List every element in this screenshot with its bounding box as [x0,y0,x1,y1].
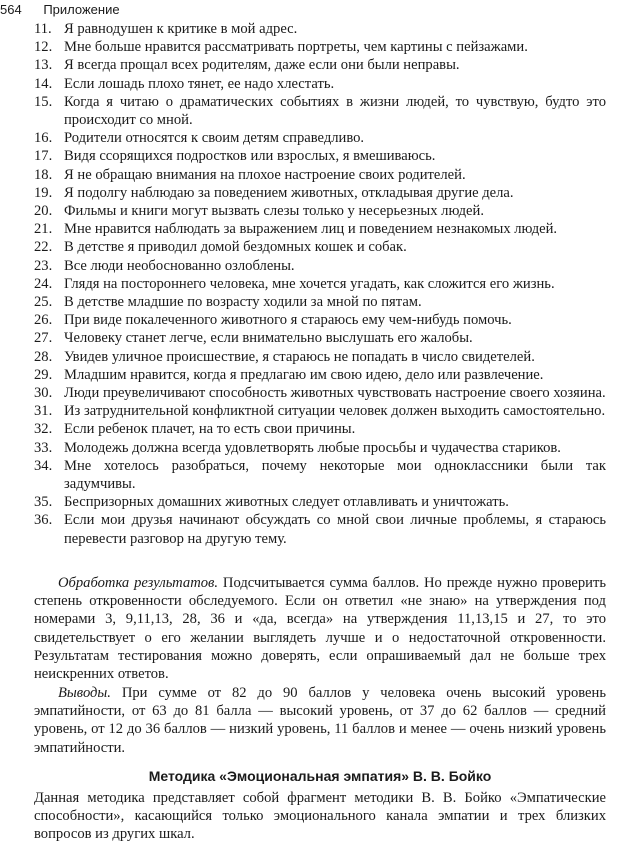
item-text: Мне больше нравится рассматривать портреты, чем картины с пейзажами. [64,39,528,56]
item-text: Родители относятся к своим детям справедливо. [64,130,365,147]
item-text: Я всегда прощал всех родителям, даже если они были неправы. [64,57,460,74]
item-number: 36. [34,512,53,529]
item-number: 32. [34,421,53,438]
item-number: 11. [34,21,52,37]
page-number: 564 [0,2,22,17]
item-number: 26. [34,312,53,329]
item-number: 20. [34,203,53,220]
section-heading: Методика «Эмоциональная эмпатия» В. В. Бойко [148,768,492,784]
list-item [34,493,606,511]
list-item [34,311,606,329]
item-number: 33. [34,439,53,456]
item-number: 24. [34,275,53,292]
conclusions-text: При сумме от 82 до 90 баллов у человека очень высокий уровень эмпатийности, от 63 до 81 балла — высокий уровень, от 37 до 62 баллов — средний уровень, от 12 до 36 баллов — низкий уровень, 11 баллов и менее — очень низкий уровень эмпатийности. [34,685,606,756]
list-item [34,75,606,93]
processing-paragraph [34,574,606,683]
list-item [34,202,606,220]
list-item [34,348,606,366]
questionnaire-items [34,20,606,548]
list-item [34,147,606,165]
list-item [34,56,606,74]
item-text: Фильмы и книги могут вызвать слезы только у несерьезных людей. [64,203,484,220]
item-number: 12. [34,39,53,56]
item-text: В детстве младшие по возрасту ходили за мной по пятам. [64,294,422,311]
item-number: 21. [34,221,53,238]
list-item [34,275,606,293]
item-text: Я подолгу наблюдаю за поведением животных, откладывая другие дела. [64,184,514,201]
item-text: Беспризорных домашних животных следует отлавливать и уничтожать. [64,494,509,511]
list-item [34,129,606,147]
item-text: Мне хотелось разобраться, почему некоторые мои одноклассники были так задумчивы. [64,457,606,493]
list-item [34,38,606,56]
item-text: Когда я читаю о драматических событиях в жизни людей, то чувствую, будто это происходит со мной. [64,93,606,129]
list-item [34,402,606,420]
item-number: 13. [34,57,53,74]
item-text: Младшим нравится, когда я предлагаю им свою идею, дело или развлечение. [64,366,544,383]
running-head [0,2,120,17]
list-item [34,511,606,547]
list-item [34,184,606,202]
list-item [34,439,606,457]
item-number: 22. [34,239,53,256]
item-text: Люди преувеличивают способность животных чувствовать настроение своего хозяина. [64,385,606,402]
item-text: Мне нравится наблюдать за выражением лиц и поведением незнакомых людей. [64,221,558,238]
item-text: Молодежь должна всегда удовлетворять любые просьбы и чудачества стариков. [64,439,561,456]
item-text: Видя ссорящихся подростков или взрослых, я вмешиваюсь. [64,148,436,165]
processing-lead: Обработка результатов. [58,575,219,591]
item-text: Если ребенок плачет, на то есть свои причины. [64,421,356,438]
item-text: Если лошадь плохо тянет, ее надо хлестать. [64,75,335,92]
item-text: Если мои друзья начинают обсуждать со мной свои личные проблемы, я стараюсь перевести разговор на другую тему. [64,512,606,547]
list-item [34,166,606,184]
item-number: 18. [34,166,53,183]
list-item [34,20,606,38]
item-number: 17. [34,148,53,165]
list-item [34,93,606,129]
item-number: 23. [34,257,53,274]
item-number: 28. [34,348,53,365]
list-item [34,366,606,384]
item-number: 34. [34,457,53,474]
list-item [34,220,606,238]
item-number: 16. [34,130,53,147]
item-text: При виде покалеченного животного я стараюсь ему чем-нибудь помочь. [64,312,512,329]
item-number: 35. [34,494,53,511]
item-text: Я не обращаю внимания на плохое настроение своих родителей. [64,166,466,183]
item-number: 14. [34,75,53,92]
list-item [34,384,606,402]
list-item [34,238,606,256]
processing-text: Подсчитывается сумма баллов. Но прежде нужно проверить степень откровенности обследуемого. Если он ответил «не знаю» на утверждения под номерами 3, 9,11,13, 28, 36 и «да, всегда» на утверждения 11,13,15 и 27, то это свидетельствует о его желании выглядеть лучше и о недостаточной откровенности. Результатам тестирования можно доверять, если опрашиваемый дал не больше трех неискренних ответов. [34,575,606,683]
conclusions-paragraph [34,684,606,757]
item-number: 27. [34,330,53,347]
list-item [34,257,606,275]
item-text: Из затруднительной конфликтной ситуации человек должен выходить самостоятельно. [64,403,606,420]
item-text: Человеку станет легче, если внимательно выслушать его жалобы. [64,330,473,347]
item-number: 15. [34,93,53,110]
list-item [34,420,606,438]
item-number: 29. [34,366,53,383]
list-item [34,329,606,347]
item-number: 30. [34,385,53,402]
item-number: 31. [34,403,53,420]
item-text: Глядя на постороннего человека, мне хочется угадать, как сложится его жизнь. [64,275,555,292]
list-item [34,457,606,493]
list-item [34,293,606,311]
item-number: 25. [34,294,53,311]
item-text: Я равнодушен к критике в мой адрес. [64,21,298,37]
section-title: Приложение [43,2,120,17]
item-number: 19. [34,184,53,201]
item-text: Увидев уличное происшествие, я стараюсь не попадать в число свидетелей. [64,348,535,365]
item-text: В детстве я приводил домой бездомных кошек и собак. [64,239,407,256]
conclusions-lead: Выводы. [58,685,111,701]
item-text: Все люди необоснованно озлоблены. [64,257,295,274]
section-intro: Данная методика представляет собой фрагмент методики В. В. Бойко «Эмпатические способности», касающийся только эмоционального канала эмпатии и трех близких вопросов из других шкал. [34,790,606,843]
